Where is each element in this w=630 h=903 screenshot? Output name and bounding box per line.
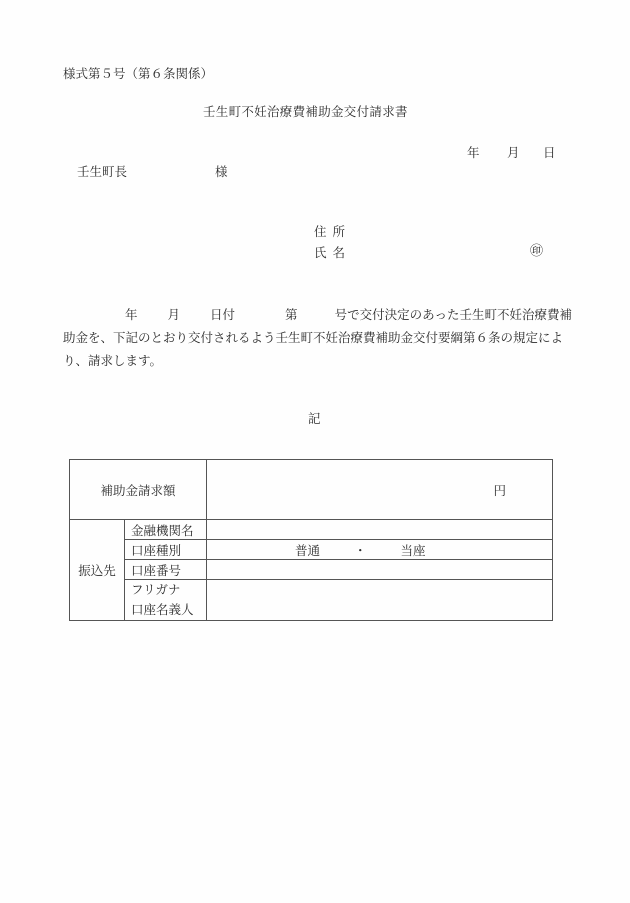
account-holder-name-label: 口座名義人 <box>131 602 194 617</box>
account-holder-label <box>125 580 207 621</box>
ki-heading: 記 <box>308 411 321 426</box>
address-label: 住所 <box>314 224 352 239</box>
account-type-separator: ・ <box>354 542 367 558</box>
bank-name-label: 金融機関名 <box>125 520 207 540</box>
date-month-label: 月 <box>507 145 520 160</box>
body-no-suffix: 号で交付決定のあった壬生町不妊治療費補 <box>334 307 572 322</box>
name-label: 氏名 <box>314 245 352 260</box>
body-line-3: り、請求します。 <box>63 353 163 368</box>
body-dated: 日付 <box>210 307 236 322</box>
amount-row <box>70 460 553 520</box>
body-month: 月 <box>167 307 181 322</box>
account-type-ordinary[interactable]: 普通 <box>295 542 321 558</box>
request-body <box>63 303 583 372</box>
date-year-label: 年 <box>467 145 480 160</box>
date-day-label: 日 <box>543 145 556 160</box>
account-type-field[interactable] <box>207 540 553 560</box>
seal-mark: ㊞ <box>530 244 544 259</box>
table-row <box>70 560 553 580</box>
table-row <box>70 580 553 621</box>
furigana-label: フリガナ <box>131 582 181 597</box>
account-type-label: 口座種別 <box>125 540 207 560</box>
amount-label: 補助金請求額 <box>70 460 207 520</box>
document-title: 壬生町不妊治療費補助金交付請求書 <box>203 104 408 119</box>
account-holder-field[interactable] <box>207 580 553 621</box>
bank-name-field[interactable] <box>207 520 553 540</box>
body-line-1 <box>63 303 583 326</box>
amount-unit: 円 <box>493 482 506 498</box>
table-row <box>70 520 553 540</box>
form-number: 様式第５号（第６条関係） <box>63 66 214 81</box>
body-line-2: 助金を、下記のとおり交付されるよう壬生町不妊治療費補助金交付要綱第６条の規定によ <box>63 330 564 345</box>
addressee: 壬生町長 <box>77 164 128 179</box>
table-row <box>70 540 553 560</box>
honorific: 様 <box>215 164 228 179</box>
transfer-label: 振込先 <box>70 520 125 621</box>
account-number-label: 口座番号 <box>125 560 207 580</box>
account-number-field[interactable] <box>207 560 553 580</box>
body-no-prefix: 第 <box>285 307 298 322</box>
request-table <box>69 459 553 621</box>
amount-field[interactable] <box>207 460 553 520</box>
account-type-current[interactable]: 当座 <box>400 542 426 558</box>
body-year: 年 <box>125 307 138 322</box>
